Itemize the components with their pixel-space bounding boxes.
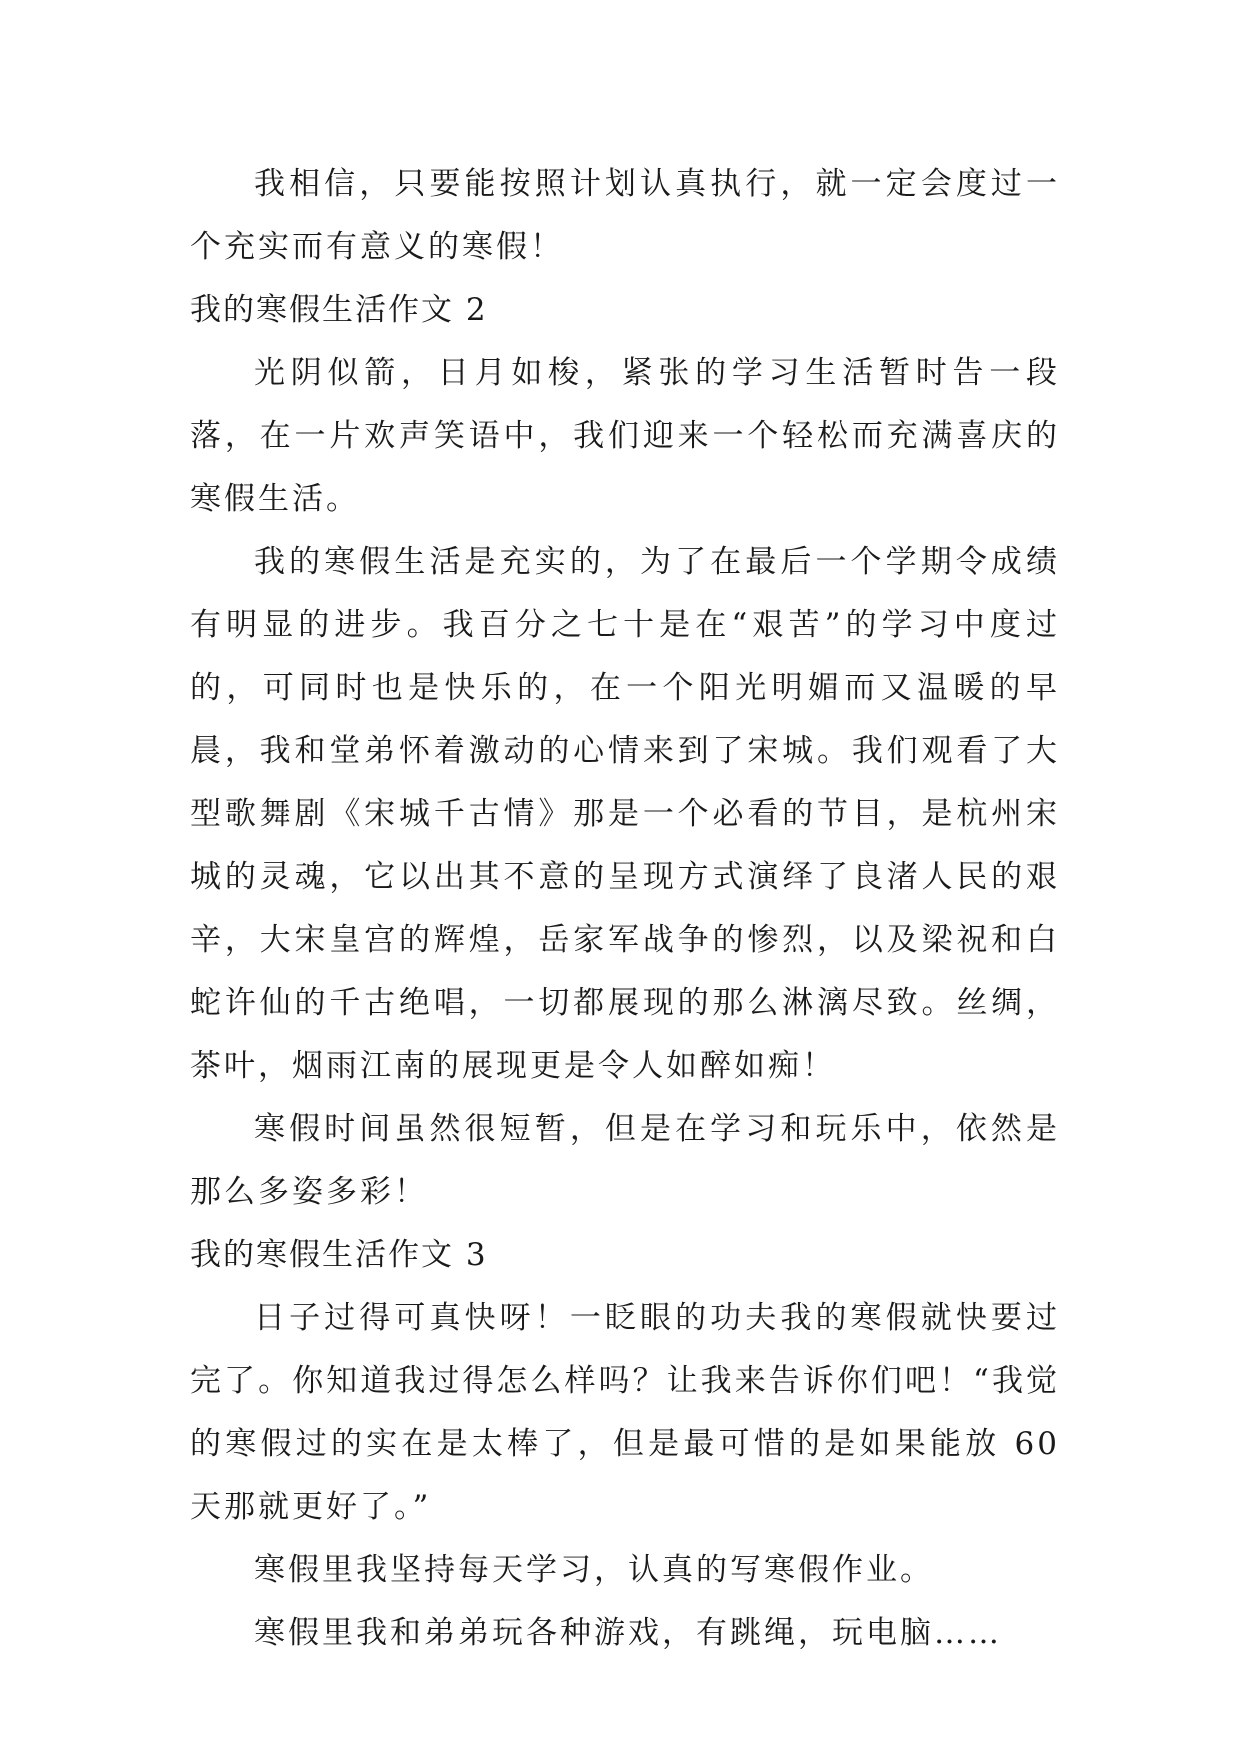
paragraph: 寒假时间虽然很短暂，但是在学习和玩乐中，依然是那么多姿多彩！ <box>190 1111 1060 1210</box>
section-heading: 我的寒假生活作文 3 <box>190 1237 488 1273</box>
paragraph: 光阴似箭，日月如梭，紧张的学习生活暂时告一段落，在一片欢声笑语中，我们迎来一个轻松而充满喜庆的寒假生活。 <box>190 355 1060 517</box>
paragraph: 寒假里我坚持每天学习，认真的写寒假作业。 <box>254 1552 934 1588</box>
document-body <box>190 153 1060 1665</box>
paragraph: 日子过得可真快呀！一眨眼的功夫我的寒假就快要过完了。你知道我过得怎么样吗？让我来告诉你们吧！“我觉的寒假过的实在是太棒了，但是最可惜的是如果能放 60 天那就更好了。” <box>190 1300 1060 1525</box>
section-heading: 我的寒假生活作文 2 <box>190 292 488 328</box>
paragraph: 我相信，只要能按照计划认真执行，就一定会度过一个充实而有意义的寒假！ <box>190 166 1060 265</box>
paragraph: 我的寒假生活是充实的，为了在最后一个学期令成绩有明显的进步。我百分之七十是在“艰苦”的学习中度过的，可同时也是快乐的，在一个阳光明媚而又温暖的早晨，我和堂弟怀着激动的心情来到了宋城。我们观看了大型歌舞剧《宋城千古情》那是一个必看的节目，是杭州宋城的灵魂，它以出其不意的呈现方式演绎了良渚人民的艰辛，大宋皇宫的辉煌，岳家军战争的惨烈，以及梁祝和白蛇许仙的千古绝唱，一切都展现的那么淋漓尽致。丝绸，茶叶，烟雨江南的展现更是令人如醉如痴！ <box>190 544 1060 1084</box>
paragraph: 寒假里我和弟弟玩各种游戏，有跳绳，玩电脑…… <box>254 1615 1002 1651</box>
